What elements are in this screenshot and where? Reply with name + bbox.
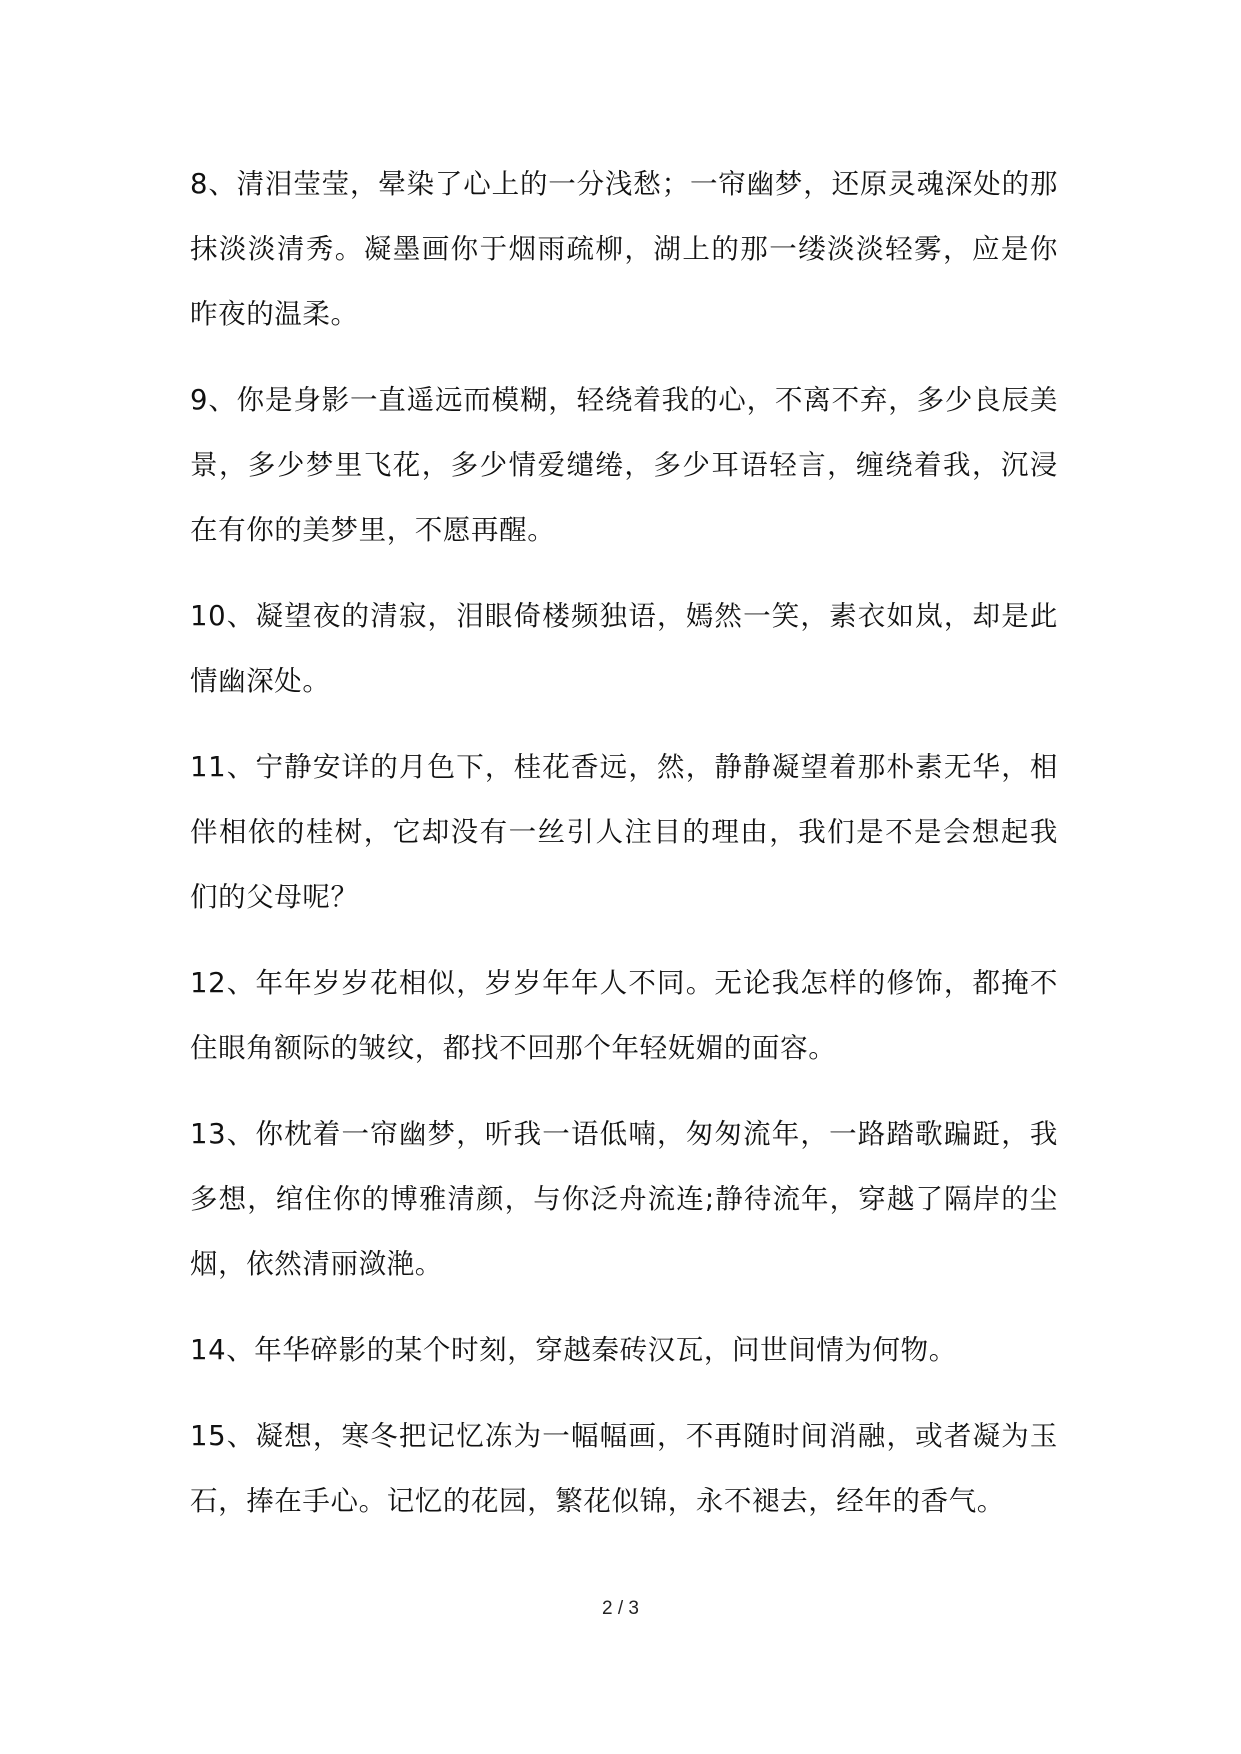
paragraph-12: 12、年年岁岁花相似，岁岁年年人不同。无论我怎样的修饰，都掩不住眼角额际的皱纹，都找不回那个年轻妩媚的面容。: [190, 967, 1058, 1064]
paragraph-11: 11、宁静安详的月色下，桂花香远，然，静静凝望着那朴素无华，相伴相依的桂树，它却没有一丝引人注目的理由，我们是不是会想起我们的父母呢？: [190, 751, 1058, 913]
document-body: [190, 152, 1058, 1555]
paragraph-10: 10、凝望夜的清寂，泪眼倚楼频独语，嫣然一笑，素衣如岚，却是此情幽深处。: [190, 600, 1058, 697]
paragraph-15: 15、凝想，寒冬把记忆冻为一幅幅画，不再随时间消融，或者凝为玉石，捧在手心。记忆的花园，繁花似锦，永不褪去，经年的香气。: [190, 1420, 1058, 1517]
paragraph-8: 8、清泪莹莹，晕染了心上的一分浅愁；一帘幽梦，还原灵魂深处的那抹淡淡清秀。凝墨画你于烟雨疏柳，湖上的那一缕淡淡轻雾，应是你昨夜的温柔。: [190, 168, 1058, 330]
paragraph-13: 13、你枕着一帘幽梦，听我一语低喃，匆匆流年，一路踏歌蹁跹，我多想，绾住你的博雅清颜，与你泛舟流连;静待流年，穿越了隔岸的尘烟，依然清丽潋滟。: [190, 1118, 1058, 1280]
page-number: 2 / 3: [602, 1598, 639, 1619]
paragraph-9: 9、你是身影一直遥远而模糊，轻绕着我的心，不离不弃，多少良辰美景，多少梦里飞花，多少情爱缱绻，多少耳语轻言，缠绕着我，沉浸在有你的美梦里，不愿再醒。: [190, 384, 1058, 546]
paragraph-14: 14、年华碎影的某个时刻，穿越秦砖汉瓦，问世间情为何物。: [190, 1334, 957, 1366]
